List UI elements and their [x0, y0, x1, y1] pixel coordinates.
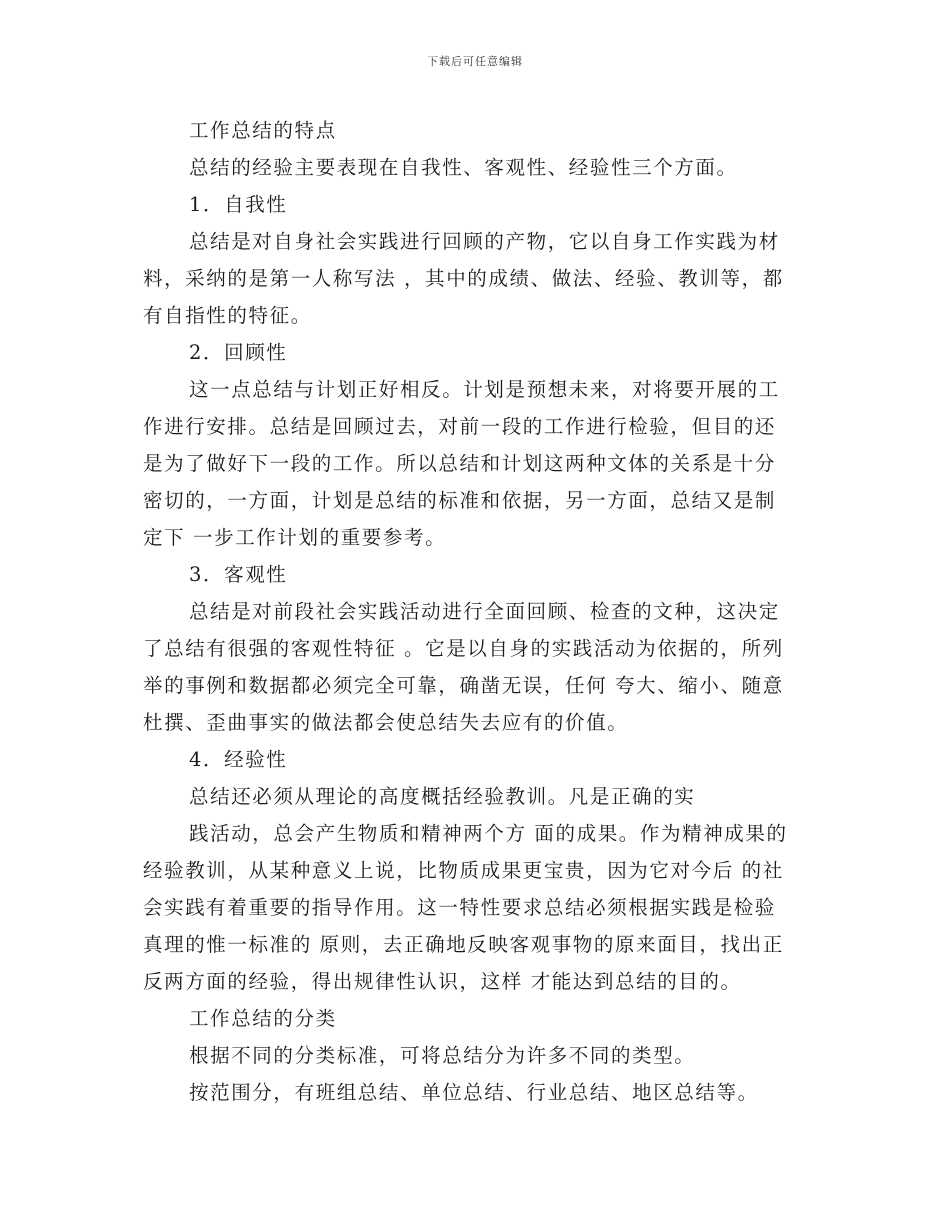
text-line: 杜撰、歪曲事实的做法都会使总结失去应有的价值。	[143, 711, 629, 734]
text-line: 4．经验性	[189, 748, 288, 771]
text-line: 定下 一步工作计划的重要参考。	[143, 526, 447, 549]
text-line: 会实践有着重要的指导作用。这一特性要求总结必须根据实践是检验	[143, 896, 777, 919]
text-line: 总结的经验主要表现在自我性、客观性、经验性三个方面。	[189, 156, 738, 179]
text-line: 作进行安排。总结是回顾过去，对前一段的工作进行检验，但目的还	[143, 415, 777, 438]
text-line: 按范围分，有班组总结、单位总结、行业总结、地区总结等。	[189, 1081, 759, 1104]
page-header: 下载后可任意编辑	[427, 55, 523, 68]
text-line: 真理的惟一标准的 原则，去正确地反映客观事物的原来面目，找出正	[143, 933, 784, 956]
text-line: 总结是对自身社会实践进行回顾的产物，它以自身工作实践为材	[189, 230, 780, 253]
text-line: 工作总结的分类	[189, 1007, 337, 1030]
text-line: 这一点总结与计划正好相反。计划是预想未来，对将要开展的工	[189, 378, 780, 401]
text-line: 是为了做好下一段的工作。所以总结和计划这两种文体的关系是十分	[143, 452, 777, 475]
text-line: 反两方面的经验，得出规律性认识，这样 才能达到总结的目的。	[143, 970, 742, 993]
text-line: 根据不同的分类标准，可将总结分为许多不同的类型。	[189, 1044, 696, 1067]
document-body	[143, 112, 811, 1111]
text-line: 总结是对前段社会实践活动进行全面回顾、检查的文种，这决定	[189, 600, 780, 623]
text-line: 总结还必须从理论的高度概括经验教训。凡是正确的实	[189, 785, 696, 808]
text-line: 料，采纳的是第一人称写法 ，其中的成绩、做法、经验、教训等，都	[143, 267, 784, 290]
text-line: 1．自我性	[189, 193, 288, 216]
text-line: 有自指性的特征。	[143, 304, 312, 327]
text-line: 3．客观性	[189, 563, 288, 586]
text-line: 了总结有很强的客观性特征 。它是以自身的实践活动为依据的，所列	[143, 637, 784, 660]
text-line: 举的事例和数据都必须完全可靠，确凿无误，任何 夸大、缩小、随意	[143, 674, 784, 697]
text-line: 工作总结的特点	[189, 119, 337, 142]
text-line: 2．回顾性	[189, 341, 288, 364]
text-line: 经验教训，从某种意义上说，比物质成果更宝贵，因为它对今后 的社	[143, 859, 784, 882]
text-line: 践活动，总会产生物质和精神两个方 面的成果。作为精神成果的	[189, 822, 788, 845]
text-line: 密切的，一方面，计划是总结的标准和依据，另一方面，总结又是制	[143, 489, 777, 512]
